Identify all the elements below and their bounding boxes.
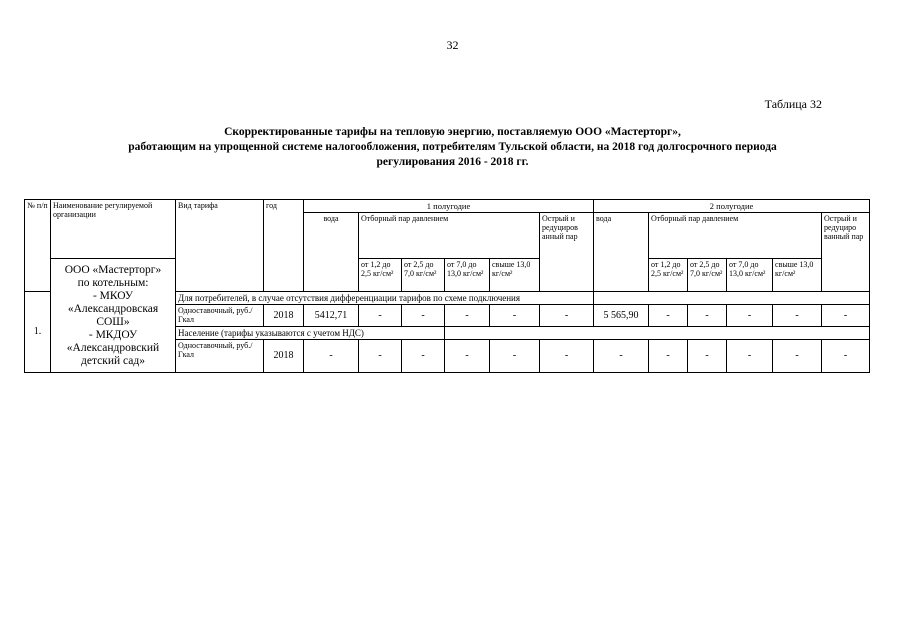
header-water-h2: вода [594, 213, 649, 292]
value-cell: 5 565,90 [594, 305, 649, 327]
value-cell: - [594, 340, 649, 373]
tariff-year: 2018 [264, 340, 304, 373]
section-1-spacer [594, 292, 870, 305]
tariff-year: 2018 [264, 305, 304, 327]
org-name-cell [51, 259, 176, 373]
value-cell: - [445, 340, 490, 373]
org-line: детский сад» [81, 354, 145, 367]
header-sharp-h2: Острый и редуциро ванный пар [822, 213, 870, 292]
page-number: 32 [446, 38, 459, 52]
value-cell: - [359, 305, 402, 327]
value-cell: - [359, 340, 402, 373]
header-half1: 1 полугодие [304, 200, 594, 213]
pressure-1-h1: от 1,2 до 2,5 кг/см² [359, 259, 402, 292]
value-cell: - [688, 340, 727, 373]
value-cell: - [540, 340, 594, 373]
value-cell: - [727, 305, 773, 327]
header-half2: 2 полугодие [594, 200, 870, 213]
document-title [60, 125, 845, 170]
value-cell: - [304, 340, 359, 373]
value-cell: - [688, 305, 727, 327]
value-cell: - [445, 305, 490, 327]
header-year: год [264, 200, 304, 292]
value-cell: - [822, 305, 870, 327]
value-cell: - [649, 305, 688, 327]
value-cell: - [490, 340, 540, 373]
pressure-1-h2: от 1,2 до 2,5 кг/см² [649, 259, 688, 292]
org-line: «Александровская [67, 302, 159, 315]
section-2-spacer [445, 327, 870, 340]
org-line: «Александровский [66, 341, 160, 354]
header-tariff-type: Вид тарифа [176, 200, 264, 292]
value-cell: 5412,71 [304, 305, 359, 327]
header-steam-h2: Отборный пар давлением [649, 213, 822, 259]
value-cell: - [822, 340, 870, 373]
header-steam-h1: Отборный пар давлением [359, 213, 540, 259]
tariff-name: Одноставочный, руб./Гкал [176, 305, 264, 327]
org-line: ООО «Мастерторг» [64, 263, 162, 276]
pressure-3-h2: от 7,0 до 13,0 кг/см² [727, 259, 773, 292]
section-general-consumers: Для потребителей, в случае отсутствия дифференциации тарифов по схеме подключения [176, 292, 594, 305]
value-cell: - [402, 305, 445, 327]
title-line-2: работающим на упрощенной системе налогообложения, потребителям Тульской области, на 2018 год долгосрочного периода [128, 141, 777, 153]
header-num: № п/п [25, 200, 51, 292]
section-population: Население (тарифы указываются с учетом НДС) [176, 327, 445, 340]
value-cell: - [490, 305, 540, 327]
tariff-name: Одноставочный, руб./Гкал [176, 340, 264, 373]
org-line: СОШ» [96, 315, 130, 328]
pressure-4-h1: свыше 13,0 кг/см² [490, 259, 540, 292]
org-line: по котельным: [77, 276, 149, 289]
org-line: - МКОУ [92, 289, 134, 302]
title-line-1: Скорректированные тарифы на тепловую энергию, поставляемую ООО «Мастерторг», [224, 126, 681, 138]
table-label: Таблица 32 [764, 97, 822, 111]
value-cell: - [773, 340, 822, 373]
pressure-2-h2: от 2,5 до 7,0 кг/см² [688, 259, 727, 292]
row-number: 1. [25, 292, 51, 373]
header-water-h1: вода [304, 213, 359, 292]
pressure-3-h1: от 7,0 до 13,0 кг/см² [445, 259, 490, 292]
tariff-table [24, 199, 870, 373]
title-line-3: регулирования 2016 - 2018 гг. [376, 156, 529, 168]
header-sharp-h1: Острый и редуциров анный пар [540, 213, 594, 292]
value-cell: - [649, 340, 688, 373]
pressure-2-h1: от 2,5 до 7,0 кг/см² [402, 259, 445, 292]
header-org: Наименование регулируемой организации [51, 200, 176, 259]
value-cell: - [727, 340, 773, 373]
value-cell: - [402, 340, 445, 373]
org-line: - МКДОУ [88, 328, 138, 341]
value-cell: - [773, 305, 822, 327]
value-cell: - [540, 305, 594, 327]
pressure-4-h2: свыше 13,0 кг/см² [773, 259, 822, 292]
